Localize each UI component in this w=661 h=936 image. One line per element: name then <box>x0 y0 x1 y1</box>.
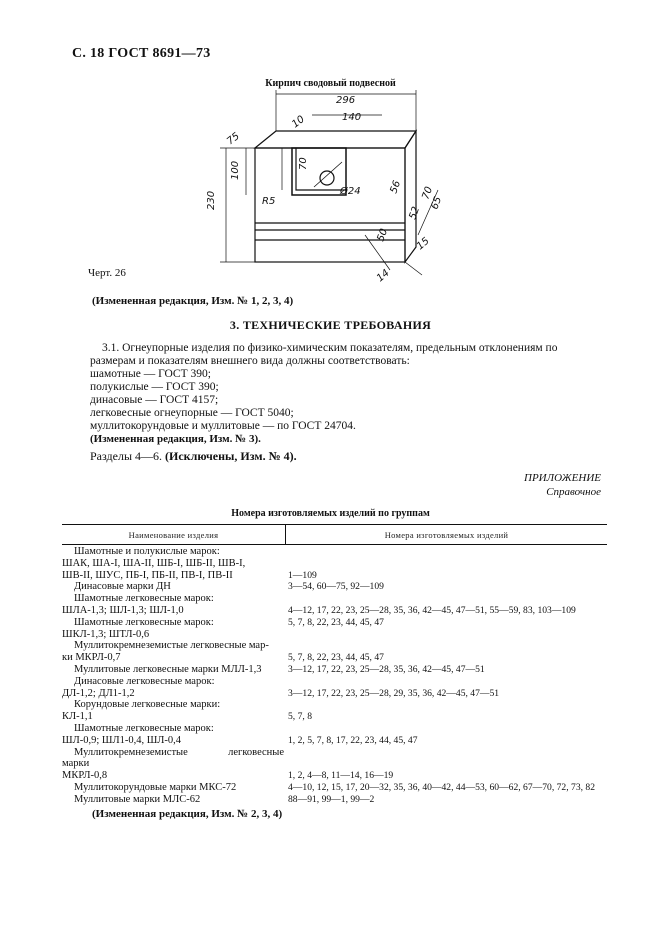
table-cell-name: ШЛА-1,3; ШЛ-1,3; ШЛ-1,0 <box>62 604 184 616</box>
table-row <box>0 664 661 676</box>
section-body <box>90 342 606 463</box>
table-cell-name: ки МКРЛ-0,7 <box>62 652 121 664</box>
table-cell-name: Динасовые марки ДН <box>74 581 171 593</box>
figure-change-note: (Измененная редакция, Изм. № 1, 2, 3, 4) <box>92 295 294 307</box>
table-cell-name: Шамотные легковесные марок: <box>74 616 214 628</box>
appendix-title: ПРИЛОЖЕНИЕ <box>524 472 601 484</box>
table-cell-numbers: 5, 7, 8 <box>288 711 312 723</box>
table-row <box>0 640 661 664</box>
table-cell-name: МКРЛ-0,8 <box>62 770 108 782</box>
table-row <box>0 676 661 700</box>
appendix-subtitle: Справочное <box>546 486 601 498</box>
slot-recess <box>292 148 346 195</box>
table-title: Номера изготовляемых изделий по группам <box>231 508 430 519</box>
dim-230: 230 <box>206 190 217 210</box>
req-item: шамотные — ГОСТ 390; <box>90 368 211 380</box>
section-title: 3. ТЕХНИЧЕСКИЕ ТРЕБОВАНИЯ <box>229 318 432 332</box>
table-cell-numbers: 3—54, 60—75, 92—109 <box>288 581 384 593</box>
req-item: полукислые — ГОСТ 390; <box>90 381 219 393</box>
brick-drawing <box>190 90 445 290</box>
table-row <box>0 581 661 593</box>
req-item: динасовые — ГОСТ 4157; <box>90 394 219 406</box>
excluded-bold: (Исключены, Изм. № 4). <box>165 449 297 463</box>
table-cell-numbers: 4—12, 17, 22, 23, 25—28, 35, 36, 42—45, 47—51, 55—59, 83, 103—109 <box>288 604 576 616</box>
table-row <box>0 794 661 806</box>
table-cell-name: Муллитовые легковесные марки МЛЛ-1,3 <box>74 664 262 675</box>
table-cell-name: Шамотные легковесные марок: <box>74 723 214 734</box>
excluded-note <box>90 450 606 463</box>
table-cell-name: Муллитовые марки МЛС-62 <box>74 793 201 805</box>
table-cell-numbers: 5, 7, 8, 22, 23, 44, 45, 47 <box>288 652 384 664</box>
table-row <box>0 546 661 581</box>
table-cell-name: Шамотные и полукислые марок: <box>74 546 220 557</box>
dim-10: 10 <box>290 113 307 131</box>
page-header: С. 18 ГОСТ 8691—73 <box>72 46 211 61</box>
para-line: 3.1. Огнеупорные изделия по физико-химическим показателям, предельным отклонениям по <box>102 342 558 354</box>
brick-front-face <box>255 148 405 262</box>
table-row <box>0 593 661 617</box>
dim-75: 75 <box>225 130 242 148</box>
brick-top-face <box>255 131 416 148</box>
table-row <box>0 782 661 794</box>
dim-100: 100 <box>230 160 241 180</box>
table-cell-numbers: 1—109 <box>288 569 317 581</box>
appendix-heading <box>524 471 601 499</box>
table-cell-name: Корундовые легковесные марки: <box>74 699 221 711</box>
dim-52: 52 <box>407 205 423 222</box>
dim-15: 15 <box>414 235 432 253</box>
figure-label: Черт. 26 <box>88 267 126 279</box>
table-cell-numbers: 5, 7, 8, 22, 23, 44, 45, 47 <box>288 616 384 628</box>
brick-side-face <box>405 131 416 262</box>
figure-title: Кирпич сводовый подвесной <box>265 78 396 89</box>
dim-140: 140 <box>342 112 362 123</box>
dim-65: 65 <box>429 195 445 212</box>
table-cell-name: ШАК, ША-I, ША-II, ШБ-I, ШБ-II, ШВ-I, <box>62 557 246 569</box>
table-row <box>0 723 661 747</box>
dim-56: 56 <box>388 179 404 196</box>
table-top-rule <box>62 524 607 525</box>
table-cell-name: Шамотные легковесные марок: <box>74 593 214 605</box>
dim-50: 50 <box>375 227 391 244</box>
table-row <box>0 699 661 723</box>
dim-dia24: Ø24 <box>340 186 361 197</box>
table-cell-name: Муллитокорундовые марки МКС-72 <box>74 782 237 793</box>
table-header-rule <box>62 544 607 545</box>
dim-r5: R5 <box>262 196 276 207</box>
table-cell-numbers: 88—91, 99—1, 99—2 <box>288 793 375 805</box>
table-cell-numbers: 3—12, 17, 22, 23, 25—28, 29, 35, 36, 42—45, 47—51 <box>288 687 500 699</box>
table-cell-name: Динасовые легковесные марок: <box>74 675 215 687</box>
section-change-note: (Измененная редакция, Изм. № 3). <box>90 433 261 445</box>
dim-70b: 70 <box>420 185 436 202</box>
dim-70: 70 <box>298 157 309 170</box>
dim-14: 14 <box>374 267 392 285</box>
para-line: размерам и показателям внешнего вида должны соответствовать: <box>90 355 410 367</box>
table-cell-name: Муллитокремнеземистые легковесные мар- <box>74 640 269 652</box>
table-cell-numbers: 1, 2, 5, 7, 8, 17, 22, 23, 44, 45, 47 <box>288 734 418 746</box>
dim-296: 296 <box>336 95 356 106</box>
table-cell-name: ШВ-II, ШУС, ПБ-I, ПБ-II, ПВ-I, ПВ-II <box>62 569 233 581</box>
table-cell-name: ШКЛ-1,3; ШТЛ-0,6 <box>62 628 150 640</box>
hole-circle <box>320 171 334 185</box>
table-cell-name: ШЛ-0,9; ШЛ1-0,4, ШЛ-0,4 <box>62 734 182 746</box>
req-item: легковесные огнеупорные — ГОСТ 5040; <box>90 407 294 419</box>
table-cell-name: Муллитокремнеземистые легковесные <box>74 746 284 758</box>
table-row <box>0 747 661 782</box>
table-row <box>0 617 661 641</box>
table-col1-header: Наименование изделия <box>128 530 219 540</box>
table-cell-name: ДЛ-1,2; ДЛ1-1,2 <box>62 687 135 699</box>
table-cell-numbers: 4—10, 12, 15, 17, 20—32, 35, 36, 40—42, 44—53, 60—62, 67—70, 72, 73, 82 <box>288 782 595 793</box>
excluded-prefix: Разделы 4—6. <box>90 449 166 463</box>
table-cell-numbers: 3—12, 17, 22, 23, 25—28, 35, 36, 42—45, 47—51 <box>288 664 485 675</box>
table-col2-header: Номера изготовляемых изделий <box>384 530 509 540</box>
table-cell-name: КЛ-1,1 <box>62 711 93 723</box>
table-change-note: (Измененная редакция, Изм. № 2, 3, 4) <box>92 808 283 820</box>
table-cell-numbers: 1, 2, 4—8, 11—14, 16—19 <box>288 770 394 782</box>
table-cell-name: марки <box>62 758 90 770</box>
req-item: муллитокорундовые и муллитовые — по ГОСТ 24704. <box>90 420 356 432</box>
